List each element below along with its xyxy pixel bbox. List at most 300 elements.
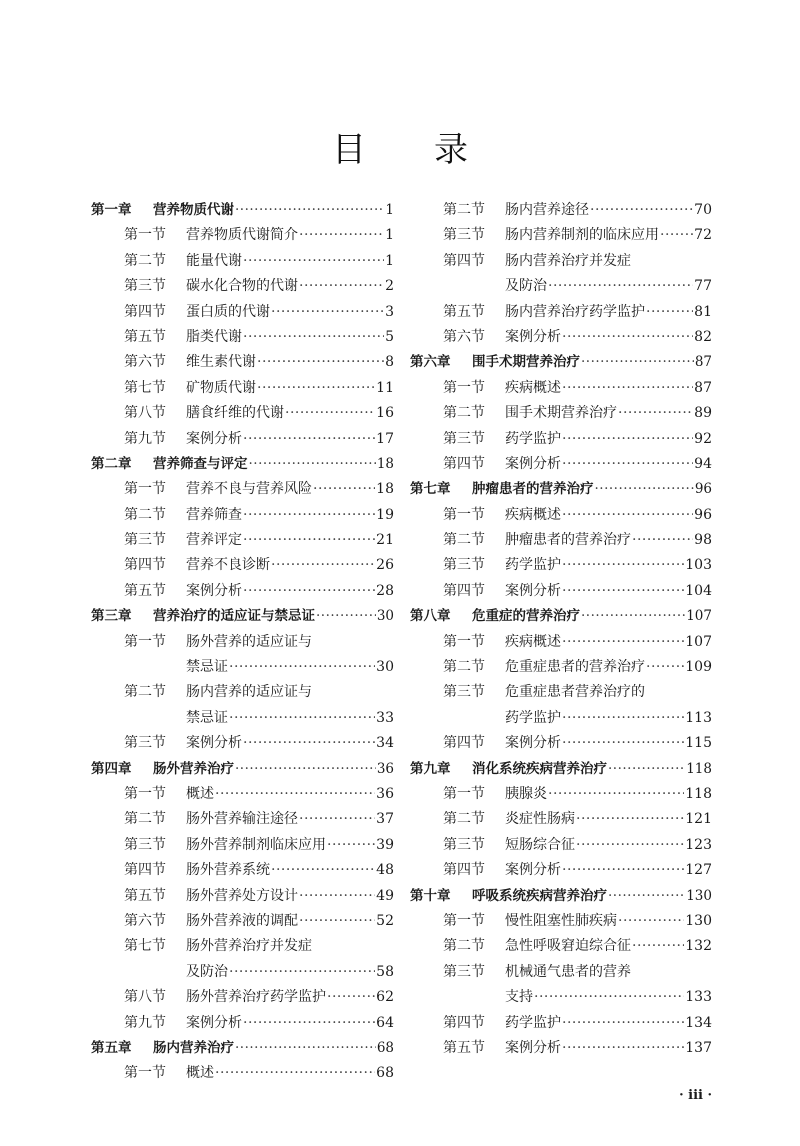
section-title: 肠外营养输注途径 bbox=[186, 811, 298, 828]
dot-leader bbox=[249, 452, 376, 477]
page-ref: 127 bbox=[685, 862, 712, 879]
section-title: 炎症性肠病 bbox=[505, 811, 575, 828]
section-number: 第三节 bbox=[443, 227, 485, 244]
dot-leader bbox=[562, 731, 684, 756]
toc-entry-continuation[interactable] bbox=[410, 985, 712, 1010]
toc-section-entry[interactable] bbox=[410, 401, 712, 426]
page-ref: 130 bbox=[685, 912, 712, 929]
section-number: 第三节 bbox=[124, 278, 166, 295]
section-title: 药学监护 bbox=[505, 709, 561, 726]
dot-leader bbox=[562, 325, 693, 350]
page-title bbox=[0, 122, 800, 171]
page-ref: 104 bbox=[685, 582, 712, 599]
toc-entry-continuation[interactable] bbox=[410, 274, 712, 299]
toc-entry-continuation[interactable] bbox=[410, 706, 712, 731]
page-ref: 107 bbox=[686, 608, 712, 625]
toc-section-entry[interactable] bbox=[91, 223, 394, 248]
section-number: 第二节 bbox=[124, 506, 166, 523]
section-number: 第三节 bbox=[124, 836, 166, 853]
dot-leader bbox=[562, 630, 684, 655]
section-title: 药学监护 bbox=[505, 1014, 561, 1031]
toc-chapter-entry[interactable] bbox=[410, 477, 712, 502]
toc-section-entry[interactable] bbox=[410, 833, 712, 858]
toc-section-entry[interactable] bbox=[410, 198, 712, 223]
section-number: 第一节 bbox=[124, 227, 166, 244]
toc-section-entry[interactable] bbox=[410, 249, 712, 274]
toc-entry-continuation[interactable] bbox=[91, 960, 394, 985]
toc-section-entry[interactable] bbox=[410, 528, 712, 553]
dot-leader bbox=[235, 198, 384, 223]
dot-leader bbox=[299, 909, 375, 934]
toc-section-entry[interactable] bbox=[410, 731, 712, 756]
page-ref: 68 bbox=[376, 1039, 394, 1056]
section-number: 第三节 bbox=[443, 557, 485, 574]
page-ref: 132 bbox=[685, 938, 712, 955]
page-ref: 49 bbox=[376, 887, 394, 904]
toc-section-entry[interactable] bbox=[410, 630, 712, 655]
page-ref: 37 bbox=[376, 811, 394, 828]
toc-section-entry[interactable] bbox=[410, 1036, 712, 1061]
dot-leader bbox=[618, 909, 684, 934]
dot-leader bbox=[660, 223, 693, 248]
toc-section-entry[interactable] bbox=[410, 782, 712, 807]
toc-section-entry[interactable] bbox=[91, 630, 394, 655]
page-ref: 17 bbox=[376, 430, 394, 447]
toc-right-column bbox=[410, 198, 712, 1061]
toc-chapter-entry[interactable] bbox=[91, 604, 394, 629]
dot-leader bbox=[548, 274, 693, 299]
section-title: 肠内营养的适应证与 bbox=[186, 684, 312, 701]
page-ref: 62 bbox=[376, 989, 394, 1006]
section-number: 第一节 bbox=[443, 912, 485, 929]
page-ref: 130 bbox=[686, 887, 712, 904]
chapter-number: 第一章 bbox=[91, 202, 132, 218]
section-title: 案例分析 bbox=[186, 582, 242, 599]
toc-section-entry[interactable] bbox=[91, 909, 394, 934]
chapter-number: 第十章 bbox=[410, 887, 451, 904]
dot-leader bbox=[581, 350, 694, 375]
section-title: 营养不良诊断 bbox=[186, 557, 270, 574]
section-number: 第四节 bbox=[443, 735, 485, 752]
toc-chapter-entry[interactable] bbox=[91, 1036, 394, 1061]
chapter-title: 营养治疗的适应证与禁忌证 bbox=[153, 608, 315, 625]
page-ref: 1 bbox=[385, 252, 394, 269]
dot-leader bbox=[646, 300, 693, 325]
section-title: 肿瘤患者的营养治疗 bbox=[505, 532, 631, 549]
dot-leader bbox=[229, 655, 375, 680]
chapter-title: 肠外营养治疗 bbox=[153, 760, 234, 777]
page-ref: 70 bbox=[694, 202, 712, 218]
page-ref: 18 bbox=[376, 481, 394, 498]
section-title: 营养筛查 bbox=[186, 506, 242, 523]
dot-leader bbox=[562, 706, 684, 731]
dot-leader bbox=[257, 350, 384, 375]
page-ref: 98 bbox=[694, 532, 712, 549]
section-title: 营养物质代谢简介 bbox=[186, 227, 298, 244]
page-ref: 1 bbox=[385, 202, 394, 218]
section-title: 肠内营养治疗并发症 bbox=[505, 252, 631, 269]
section-number: 第二节 bbox=[443, 811, 485, 828]
section-title: 疾病概述 bbox=[505, 506, 561, 523]
toc-section-entry[interactable] bbox=[410, 807, 712, 832]
section-title: 肠内营养制剂的临床应用 bbox=[505, 227, 659, 244]
toc-section-entry[interactable] bbox=[91, 274, 394, 299]
chapter-title: 营养物质代谢 bbox=[153, 202, 234, 218]
dot-leader bbox=[235, 1036, 376, 1061]
section-number: 第四节 bbox=[124, 862, 166, 879]
toc-section-entry[interactable] bbox=[410, 1011, 712, 1036]
dot-leader bbox=[632, 934, 684, 959]
section-title: 案例分析 bbox=[186, 430, 242, 447]
toc-section-entry[interactable] bbox=[410, 680, 712, 705]
chapter-number: 第七章 bbox=[410, 481, 451, 498]
toc-chapter-entry[interactable] bbox=[410, 884, 712, 909]
section-title: 肠内营养途径 bbox=[505, 202, 589, 218]
chapter-number: 第三章 bbox=[91, 608, 132, 625]
page-ref: 87 bbox=[694, 354, 712, 371]
section-title: 急性呼吸窘迫综合征 bbox=[505, 938, 631, 955]
dot-leader bbox=[590, 198, 693, 223]
section-title: 机械通气患者的营养 bbox=[505, 963, 631, 980]
section-number: 第四节 bbox=[124, 557, 166, 574]
toc-section-entry[interactable] bbox=[91, 427, 394, 452]
page-ref: 96 bbox=[694, 506, 712, 523]
toc-section-entry[interactable] bbox=[91, 680, 394, 705]
title-char-right: 录 bbox=[434, 130, 468, 170]
section-title: 维生素代谢 bbox=[186, 354, 256, 371]
section-title: 疾病概述 bbox=[505, 379, 561, 396]
section-title: 案例分析 bbox=[186, 735, 242, 752]
dot-leader bbox=[562, 553, 684, 578]
page-ref: 34 bbox=[376, 735, 394, 752]
section-number: 第七节 bbox=[124, 379, 166, 396]
toc-section-entry[interactable] bbox=[91, 858, 394, 883]
page-ref: 36 bbox=[376, 785, 394, 802]
section-number: 第五节 bbox=[124, 887, 166, 904]
section-title: 禁忌证 bbox=[186, 659, 228, 676]
page-ref: 68 bbox=[376, 1065, 394, 1082]
dot-leader bbox=[576, 833, 684, 858]
section-title: 案例分析 bbox=[505, 582, 561, 599]
section-title: 药学监护 bbox=[505, 430, 561, 447]
chapter-title: 营养筛查与评定 bbox=[153, 455, 248, 472]
section-number: 第三节 bbox=[443, 430, 485, 447]
page-ref: 3 bbox=[385, 303, 394, 320]
dot-leader bbox=[562, 503, 693, 528]
toc-chapter-entry[interactable] bbox=[410, 604, 712, 629]
toc-left-column bbox=[91, 198, 394, 1087]
dot-leader bbox=[316, 604, 376, 629]
dot-leader bbox=[257, 376, 375, 401]
section-number: 第一节 bbox=[443, 379, 485, 396]
section-title: 肠外营养制剂临床应用 bbox=[186, 836, 326, 853]
dot-leader bbox=[562, 376, 693, 401]
section-title: 胰腺炎 bbox=[505, 785, 547, 802]
page-ref: 36 bbox=[376, 760, 394, 777]
section-number: 第四节 bbox=[443, 252, 485, 269]
section-number: 第三节 bbox=[124, 735, 166, 752]
page-ref: 11 bbox=[376, 379, 394, 396]
toc-section-entry[interactable] bbox=[410, 858, 712, 883]
dot-leader bbox=[235, 757, 376, 782]
chapter-number: 第五章 bbox=[91, 1039, 132, 1056]
page-ref: 107 bbox=[685, 633, 712, 650]
dot-leader bbox=[271, 553, 375, 578]
section-title: 及防治 bbox=[186, 963, 228, 980]
section-title: 肠外营养治疗药学监护 bbox=[186, 989, 326, 1006]
toc-section-entry[interactable] bbox=[91, 833, 394, 858]
page-ref: 77 bbox=[694, 278, 712, 295]
dot-leader bbox=[271, 300, 384, 325]
dot-leader bbox=[646, 655, 684, 680]
section-title: 案例分析 bbox=[505, 328, 561, 345]
dot-leader bbox=[215, 782, 375, 807]
section-title: 案例分析 bbox=[505, 455, 561, 472]
toc-section-entry[interactable] bbox=[410, 960, 712, 985]
dot-leader bbox=[576, 807, 684, 832]
toc-section-entry[interactable] bbox=[410, 579, 712, 604]
dot-leader bbox=[243, 1011, 375, 1036]
toc-section-entry[interactable] bbox=[410, 376, 712, 401]
chapter-number: 第八章 bbox=[410, 608, 451, 625]
page-ref: 64 bbox=[376, 1014, 394, 1031]
page-ref: 118 bbox=[685, 785, 712, 802]
page-ref: 103 bbox=[685, 557, 712, 574]
dot-leader bbox=[608, 757, 685, 782]
dot-leader bbox=[313, 477, 375, 502]
section-title: 支持 bbox=[505, 989, 533, 1006]
toc-section-entry[interactable] bbox=[91, 934, 394, 959]
page-ref: 115 bbox=[685, 735, 712, 752]
section-number: 第六节 bbox=[124, 912, 166, 929]
section-number: 第四节 bbox=[443, 1014, 485, 1031]
section-number: 第二节 bbox=[443, 202, 485, 218]
page-ref: 30 bbox=[376, 608, 394, 625]
toc-section-entry[interactable] bbox=[91, 376, 394, 401]
dot-leader bbox=[562, 858, 684, 883]
section-number: 第四节 bbox=[443, 862, 485, 879]
section-title: 药学监护 bbox=[505, 557, 561, 574]
page-ref: 2 bbox=[385, 278, 394, 295]
toc-section-entry[interactable] bbox=[91, 503, 394, 528]
chapter-number: 第六章 bbox=[410, 354, 451, 371]
section-title: 危重症患者的营养治疗 bbox=[505, 659, 645, 676]
chapter-title: 消化系统疾病营养治疗 bbox=[472, 760, 607, 777]
page-ref: 33 bbox=[376, 709, 394, 726]
toc-entry-continuation[interactable] bbox=[91, 706, 394, 731]
toc-section-entry[interactable] bbox=[410, 427, 712, 452]
page-ref: 109 bbox=[685, 659, 712, 676]
dot-leader bbox=[299, 223, 384, 248]
section-title: 危重症患者营养治疗的 bbox=[505, 684, 645, 701]
dot-leader bbox=[327, 985, 375, 1010]
toc-section-entry[interactable] bbox=[410, 300, 712, 325]
dot-leader bbox=[229, 960, 375, 985]
section-title: 概述 bbox=[186, 1065, 214, 1082]
section-number: 第六节 bbox=[124, 354, 166, 371]
toc-section-entry[interactable] bbox=[91, 249, 394, 274]
toc-chapter-entry[interactable] bbox=[91, 452, 394, 477]
chapter-title: 肠内营养治疗 bbox=[153, 1039, 234, 1056]
section-title: 蛋白质的代谢 bbox=[186, 303, 270, 320]
section-number: 第二节 bbox=[443, 405, 485, 422]
dot-leader bbox=[562, 452, 693, 477]
section-title: 慢性阻塞性肺疾病 bbox=[505, 912, 617, 929]
section-number: 第三节 bbox=[443, 963, 485, 980]
chapter-number: 第四章 bbox=[91, 760, 132, 777]
dot-leader bbox=[243, 427, 375, 452]
toc-section-entry[interactable] bbox=[91, 350, 394, 375]
section-title: 矿物质代谢 bbox=[186, 379, 256, 396]
page-ref: 137 bbox=[685, 1039, 712, 1056]
toc-section-entry[interactable] bbox=[91, 528, 394, 553]
section-number: 第五节 bbox=[124, 582, 166, 599]
toc-section-entry[interactable] bbox=[410, 503, 712, 528]
section-number: 第三节 bbox=[443, 684, 485, 701]
toc-section-entry[interactable] bbox=[91, 807, 394, 832]
dot-leader bbox=[562, 427, 693, 452]
dot-leader bbox=[285, 401, 375, 426]
dot-leader bbox=[271, 858, 375, 883]
section-number: 第四节 bbox=[124, 303, 166, 320]
section-title: 概述 bbox=[186, 785, 214, 802]
toc-section-entry[interactable] bbox=[410, 325, 712, 350]
toc-chapter-entry[interactable] bbox=[91, 198, 394, 223]
section-number: 第一节 bbox=[124, 1065, 166, 1082]
dot-leader bbox=[327, 833, 375, 858]
page-ref: 39 bbox=[376, 836, 394, 853]
section-number: 第二节 bbox=[124, 252, 166, 269]
toc-chapter-entry[interactable] bbox=[410, 757, 712, 782]
toc-section-entry[interactable] bbox=[91, 300, 394, 325]
section-title: 肠外营养液的调配 bbox=[186, 912, 298, 929]
dot-leader bbox=[548, 782, 684, 807]
page-ref: 1 bbox=[385, 227, 394, 244]
page-ref: 8 bbox=[385, 354, 394, 371]
page-ref: 5 bbox=[385, 328, 394, 345]
dot-leader bbox=[229, 706, 375, 731]
toc-section-entry[interactable] bbox=[91, 325, 394, 350]
page-ref: 123 bbox=[685, 836, 712, 853]
section-number: 第一节 bbox=[443, 506, 485, 523]
section-title: 营养不良与营养风险 bbox=[186, 481, 312, 498]
section-number: 第五节 bbox=[443, 1039, 485, 1056]
section-number: 第一节 bbox=[443, 633, 485, 650]
dot-leader bbox=[299, 884, 375, 909]
section-number: 第二节 bbox=[443, 659, 485, 676]
section-number: 第二节 bbox=[124, 811, 166, 828]
toc-section-entry[interactable] bbox=[91, 782, 394, 807]
dot-leader bbox=[243, 731, 375, 756]
toc-section-entry[interactable] bbox=[91, 553, 394, 578]
section-title: 脂类代谢 bbox=[186, 328, 242, 345]
section-number: 第八节 bbox=[124, 989, 166, 1006]
dot-leader bbox=[562, 579, 684, 604]
section-number: 第一节 bbox=[124, 481, 166, 498]
page-ref: 94 bbox=[694, 455, 712, 472]
toc-section-entry[interactable] bbox=[410, 655, 712, 680]
toc-entry-continuation[interactable] bbox=[91, 655, 394, 680]
toc-section-entry[interactable] bbox=[91, 579, 394, 604]
page-ref: 134 bbox=[685, 1014, 712, 1031]
section-title: 案例分析 bbox=[505, 735, 561, 752]
page-ref: 19 bbox=[376, 506, 394, 523]
toc-section-entry[interactable] bbox=[91, 1061, 394, 1086]
page-ref: 82 bbox=[694, 328, 712, 345]
toc-chapter-entry[interactable] bbox=[410, 350, 712, 375]
page-ref: 118 bbox=[686, 760, 712, 777]
page-ref: 18 bbox=[376, 455, 394, 472]
section-number: 第一节 bbox=[124, 633, 166, 650]
section-title: 短肠综合征 bbox=[505, 836, 575, 853]
section-title: 禁忌证 bbox=[186, 709, 228, 726]
section-number: 第三节 bbox=[443, 836, 485, 853]
section-title: 案例分析 bbox=[505, 862, 561, 879]
page-ref: 30 bbox=[376, 659, 394, 676]
section-title: 肠外营养治疗并发症 bbox=[186, 938, 312, 955]
section-number: 第五节 bbox=[443, 303, 485, 320]
page-ref: 52 bbox=[376, 912, 394, 929]
toc-section-entry[interactable] bbox=[91, 401, 394, 426]
section-number: 第二节 bbox=[443, 532, 485, 549]
chapter-title: 呼吸系统疾病营养治疗 bbox=[472, 887, 607, 904]
toc-section-entry[interactable] bbox=[410, 909, 712, 934]
page-ref: 26 bbox=[376, 557, 394, 574]
dot-leader bbox=[243, 528, 375, 553]
section-title: 案例分析 bbox=[186, 1014, 242, 1031]
section-title: 肠外营养的适应证与 bbox=[186, 633, 312, 650]
dot-leader bbox=[215, 1061, 375, 1086]
page-ref: 81 bbox=[694, 303, 712, 320]
page-ref: 28 bbox=[376, 582, 394, 599]
chapter-title: 肿瘤患者的营养治疗 bbox=[472, 481, 594, 498]
toc-section-entry[interactable] bbox=[91, 477, 394, 502]
toc-section-entry[interactable] bbox=[91, 985, 394, 1010]
section-title: 疾病概述 bbox=[505, 633, 561, 650]
page-ref: 89 bbox=[694, 405, 712, 422]
dot-leader bbox=[618, 401, 693, 426]
section-title: 围手术期营养治疗 bbox=[505, 405, 617, 422]
section-title: 案例分析 bbox=[505, 1039, 561, 1056]
toc-section-entry[interactable] bbox=[410, 223, 712, 248]
toc-section-entry[interactable] bbox=[410, 553, 712, 578]
dot-leader bbox=[632, 528, 693, 553]
section-title: 碳水化合物的代谢 bbox=[186, 278, 298, 295]
page-ref: 113 bbox=[685, 709, 712, 726]
toc-section-entry[interactable] bbox=[91, 884, 394, 909]
section-title: 肠外营养系统 bbox=[186, 862, 270, 879]
dot-leader bbox=[243, 325, 384, 350]
toc-section-entry[interactable] bbox=[91, 731, 394, 756]
section-number: 第二节 bbox=[443, 938, 485, 955]
chapter-number: 第九章 bbox=[410, 760, 451, 777]
chapter-number: 第二章 bbox=[91, 455, 132, 472]
toc-section-entry[interactable] bbox=[410, 452, 712, 477]
page-ref: 87 bbox=[694, 379, 712, 396]
dot-leader bbox=[562, 1011, 684, 1036]
section-number: 第七节 bbox=[124, 938, 166, 955]
section-number: 第五节 bbox=[124, 328, 166, 345]
section-number: 第九节 bbox=[124, 1014, 166, 1031]
toc-section-entry[interactable] bbox=[91, 1011, 394, 1036]
section-title: 肠内营养治疗药学监护 bbox=[505, 303, 645, 320]
toc-section-entry[interactable] bbox=[410, 934, 712, 959]
title-char-left: 目 bbox=[332, 130, 366, 170]
chapter-title: 围手术期营养治疗 bbox=[472, 354, 580, 371]
toc-chapter-entry[interactable] bbox=[91, 757, 394, 782]
page-ref: 121 bbox=[685, 811, 712, 828]
page-ref: 21 bbox=[376, 532, 394, 549]
